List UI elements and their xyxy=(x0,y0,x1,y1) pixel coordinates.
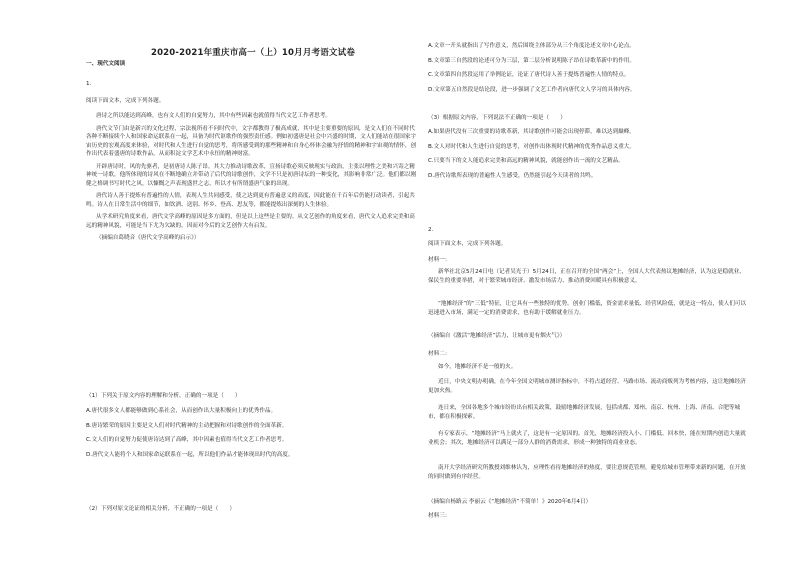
material-1-quote: “地摊经济”的“三低”特征，让它具有一些独特的优势。创业门槛低，资金需求量低、经营风险低，就是这一特点，使人们可以迅速进入市场，满足一定的消费需求，也有助于缓解就业压力。 xyxy=(428,301,747,316)
passage-source: （摘编自葛晓音《唐代文学高峰的启示》） xyxy=(96,235,200,241)
option-a: A.唐代很多文人都能够做到心系社会，从而创作出大量积极向上的优秀作品。 xyxy=(86,408,277,414)
question-intro: 阅读下面文本，完成下列各题。 xyxy=(428,241,507,247)
question-1-1-options xyxy=(86,407,420,459)
option-c: C.只要当下的文人能追求完美和高远的精神风貌，就能创作出一流的文艺精品。 xyxy=(428,158,624,164)
material-2-paragraph: 南开大学经济研究所教授刘维林认为，应理性看待地摊经济的热度，要注意规范管理，避免给城市管理带来新的问题，在开放的同时做到有序经营。 xyxy=(428,465,746,480)
option-d: D.唐代诗歌所表现的普遍性人生感受，仍然能引起今天读者的共鸣。 xyxy=(428,172,597,179)
option-a: A.如果唐代没有三次重要的诗歌革新，其诗歌创作可能会出现停滞，难以达到巅峰。 xyxy=(428,129,635,135)
question-number: 1. xyxy=(86,81,92,87)
question-1-1: （1）下列关于原文内容的理解和分析，正确的一项是（ ） xyxy=(86,393,241,399)
material-2-paragraph: 近日，中央文明办明确，在今年全国文明城市测评指标中，不将占道经营、马路市场、流动商贩列为考核内容，这让地摊经济更加火热。 xyxy=(428,379,746,394)
passage-paragraph: 唐代诗人善于提炼有普遍性的人情，表现人生共同感受，使之达到更有普遍意义的高度，因此能在千百年后仍能打动读者，引起共鸣。诗人在日常生活中的细节，如饮酒、送别、怀乡、登高、思友等，都能提炼出深刻的人生体验。 xyxy=(86,193,415,208)
option-c: C.文章第四自然段运用了举例论证，论证了唐代诗人善于提炼普遍性人情的特点。 xyxy=(428,72,630,78)
question-1-2: （2）下列对原文论证的相关分析，不正确的一项是（ ） xyxy=(86,506,235,512)
passage-paragraph: 开辟唐诗时，风的先驱者，是初唐诗人陈子昂。其大力推动诗歌改革，宣扬诗歌必须反映现实与政治，主张以理性之美和兴寄之精神统一诗歌，他所体现的诗风在不断地确立并带动了后代的诗歌创作，文学不只是初唐诗坛的一种变化，其影响非常广泛。他们都以刚健之格调书写时代之风，以慷慨之声表现盛世之志，所以才有所谓盛唐气象的出现。 xyxy=(86,163,417,187)
material-2-source: （摘编自杨路云 李丽云《“地摊经济”不简单！》2020年6月4日） xyxy=(428,499,592,505)
option-c: C.文人们的自觉努力促使唐诗达到了高峰，其中因素也值得当代文艺工作者思考。 xyxy=(86,437,288,443)
option-b: B.唐诗繁荣的原因主要是文人们对时代精神的主动把握和对诗歌创作的全面革新。 xyxy=(86,422,288,429)
question-1-2-options xyxy=(428,42,748,94)
question-intro: 阅读下面文本，完成下列各题。 xyxy=(86,98,165,104)
passage-paragraph: 从学术研究角度来看，唐代文学高峰的原因是多方面的，但是以上这些是主要的。从文艺创作的角度来看，唐代文人追求完美和高远的精神风貌，可能是当下尤为欠缺的，因而对今后的文艺创作大有启发。 xyxy=(86,214,415,229)
option-d: D.文章第五自然段是结论段，进一步强调了文艺工作者向唐代文人学习的具体内容。 xyxy=(428,86,636,93)
right-column xyxy=(428,0,748,562)
option-a: A.文章一开头就指出了写作意义，然后围绕主体部分从三个角度论述文章中心论点。 xyxy=(428,43,635,49)
passage-paragraph: 唐诗之所以能达到高峰，也有文人们的自觉努力，其中有些因素也就值得当代文艺工作者思考。 xyxy=(96,113,331,119)
question-number: 2. xyxy=(428,227,434,233)
material-2-paragraph: 有专家表示，“地摊经济”马上就火了，这是有一定原因的。首先，地摊经济投入小、门槛低、回本快，能在短期内创造大量就业机会；其次，地摊经济可以满足一部分人群的消费需求，形成一种独特的商业业态。 xyxy=(428,431,746,446)
passage-paragraph: 唐代文节门由是新兴的文化过程，宗法视所看不问时代中，文字都教得了极高成就，其中是主要重要的原因，是文人们在不同时代各种不断接续个人和国家命运联系在一起，具备为时代讴歌作的强烈责任感。例如初盛唐是社会中兴盛的时期，文人们能站在很国家宇宙历史的宏观高度来体验，对时代和人生进行自觉的思考，将所感受到的那些精神和自身心怀体会融为抒情的精神和宇宙观的情怀，创作出代表着盛唐的诗歌作品，从而积淀文学艺术中永恒的精神财富。 xyxy=(86,125,417,157)
section-heading: 一、现代文阅读 xyxy=(86,61,126,67)
question-1-3-options xyxy=(428,128,748,180)
option-b: B.文章第三自然段的论述可分为三层，第二层分析说明陈子昂在诗歌革新中的作用。 xyxy=(428,57,635,64)
passage xyxy=(86,112,420,243)
material-3-title: 材料三： xyxy=(428,513,451,519)
option-b: B.文人对时代和人生进行自觉的思考，对创作出体现时代精神的优秀作品意义重大。 xyxy=(428,143,635,150)
material-1-title: 材料一： xyxy=(428,257,451,263)
question-1-3: （3）根据原文内容，下列说法不正确的一项是（ ） xyxy=(428,115,566,121)
left-column xyxy=(86,0,420,562)
material-2-title: 材料二： xyxy=(428,351,451,357)
material-1-body: 新华社北京5月24日电（记者吴光于）5月24日，正在召开的全国“两会”上，全国人大代表热议地摊经济，认为这是稳就业、保民生的重要举措，对于繁荣城市经济、激发市场活力、推动消费回暖具有积极意义。 xyxy=(428,269,745,284)
option-d: D.唐代文人能将个人和国家命运联系在一起，所以他们作品才能体现出时代的高度。 xyxy=(86,451,294,458)
material-2-paragraph: 连日来，全国各地多个城市纷纷出台相关政策，鼓励地摊经济发展，包括成都、郑州、南京、杭州、上海、济南、合肥等城市，都在积极探索。 xyxy=(428,405,741,420)
material-2-paragraph: 如今，地摊经济不是一般的火。 xyxy=(438,364,517,370)
material-1-source: （摘编自《激活“地摊经济”活力，让城市更有烟火气》） xyxy=(428,333,566,339)
exam-title: 2020-2021年重庆市高一（上）10月月考语文试卷 xyxy=(150,48,356,58)
